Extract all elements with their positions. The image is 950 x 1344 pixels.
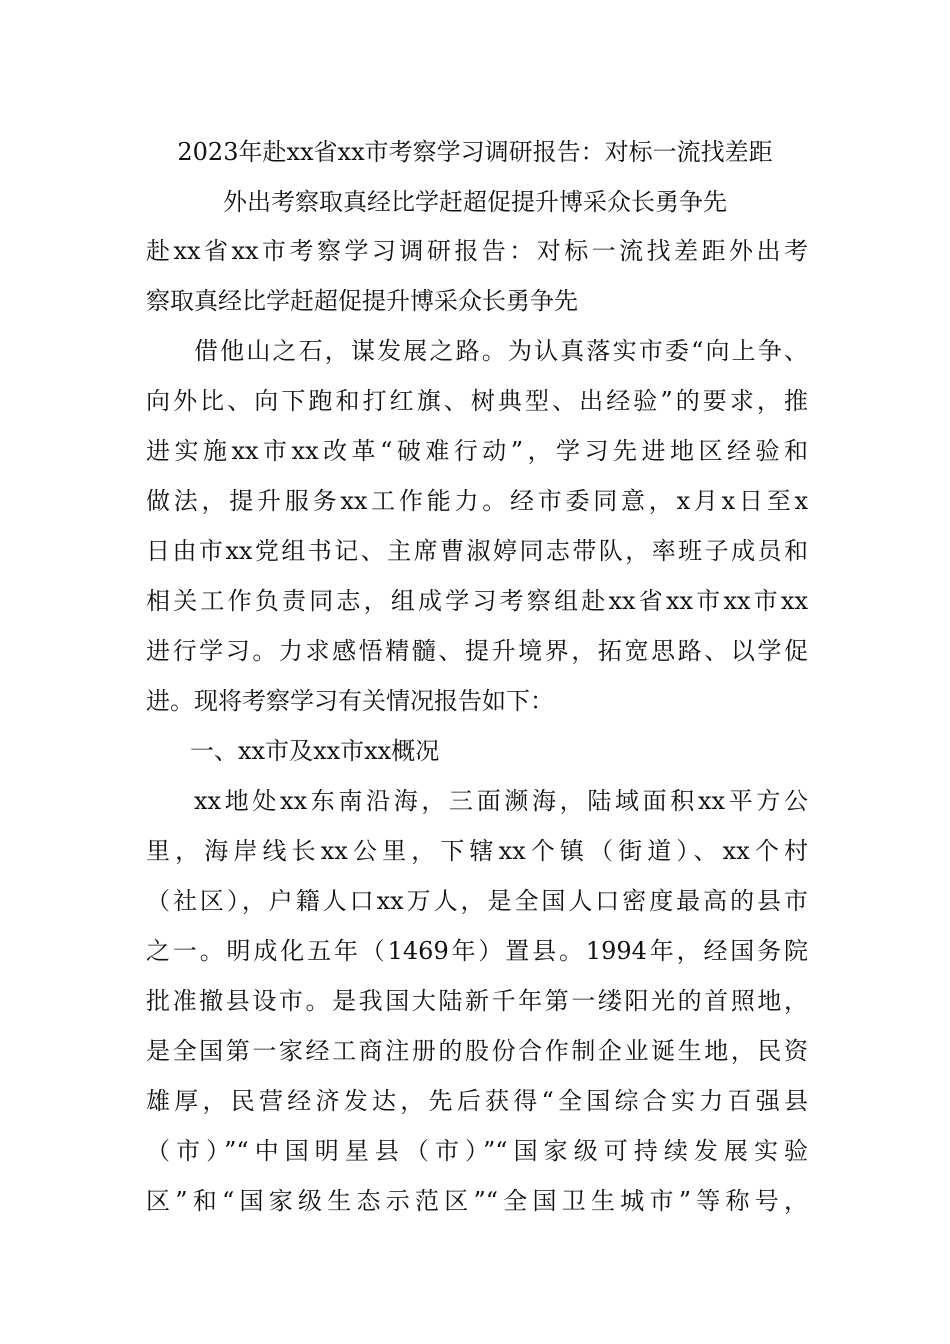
intro-paragraph bbox=[146, 226, 808, 326]
text-line: （社区），户籍人口xx万人，是全国人口密度最高的县市 bbox=[146, 887, 808, 915]
text-line: 向外比、向下跑和打红旗、树典型、出经验”的要求，推 bbox=[146, 387, 808, 415]
text-line: 是全国第一家经工商注册的股份合作制企业诞生地，民资 bbox=[146, 1037, 808, 1065]
text-line: 批准撤县设市。是我国大陆新千年第一缕阳光的首照地， bbox=[146, 987, 808, 1015]
section-heading bbox=[146, 726, 808, 776]
text-line: 里，海岸线长xx公里，下辖xx个镇（街道）、xx个村 bbox=[146, 837, 808, 865]
text-line: 相关工作负责同志，组成学习考察组赴xx省xx市xx市xx bbox=[146, 587, 808, 615]
paragraph-background bbox=[146, 326, 808, 726]
document-title: 2023年赴xx省xx市考察学习调研报告：对标一流找差距 bbox=[177, 138, 773, 166]
document-subtitle: 外出考察取真经比学赶超促提升博采众长勇争先 bbox=[223, 188, 727, 216]
text-line: 赴xx省xx市考察学习调研报告：对标一流找差距外出考 bbox=[146, 237, 808, 265]
text-line: 做法，提升服务xx工作能力。经市委同意，x月x日至x bbox=[146, 487, 808, 515]
text-line: 日由市xx党组书记、主席曹淑婷同志带队，率班子成员和 bbox=[146, 537, 808, 565]
paragraph-overview bbox=[146, 776, 808, 1226]
text-line: 借他山之石，谋发展之路。为认真落实市委“向上争、 bbox=[194, 337, 808, 365]
text-line: 进。现将考察学习有关情况报告如下： bbox=[146, 687, 554, 715]
text-line: 区”和“国家级生态示范区”“全国卫生城市”等称号， bbox=[146, 1187, 808, 1215]
text-line: xx地处xx东南沿海，三面濒海，陆域面积xx平方公 bbox=[194, 787, 808, 815]
text-line: （市）”“中国明星县（市）”“国家级可持续发展实验 bbox=[146, 1137, 808, 1165]
text-line: 进行学习。力求感悟精髓、提升境界，拓宽思路、以学促 bbox=[146, 637, 808, 665]
text-line: 雄厚，民营经济发达，先后获得“全国综合实力百强县 bbox=[146, 1087, 808, 1115]
section-heading-text: 一、xx市及xx市xx概况 bbox=[190, 737, 440, 765]
text-line: 进实施xx市xx改革“破难行动”，学习先进地区经验和 bbox=[146, 437, 808, 465]
text-line: 察取真经比学赶超促提升博采众长勇争先 bbox=[146, 287, 578, 315]
text-line: 之一。明成化五年（1469年）置县。1994年，经国务院 bbox=[146, 937, 808, 965]
